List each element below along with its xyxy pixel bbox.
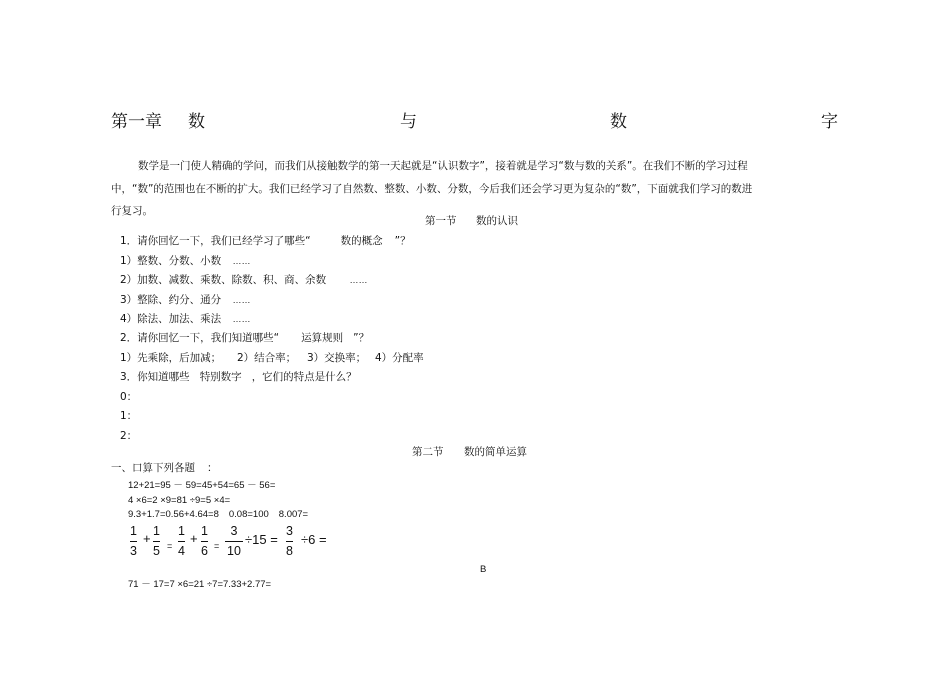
question-2-suffix: ”？ xyxy=(353,332,370,344)
plus-sign: + xyxy=(190,531,198,546)
fraction-4-numerator: 1 xyxy=(201,524,208,538)
fraction-3 xyxy=(178,524,185,559)
part-1-heading xyxy=(111,462,218,475)
math-row-4: 71 － 17=7 ×6=21 ÷7=7.33+2.77= xyxy=(128,579,272,590)
section1-label: 第一节 xyxy=(425,215,457,227)
chapter-label: 第一章 xyxy=(111,112,162,132)
concept-item-dots: …… xyxy=(349,275,368,285)
fraction-1-numerator: 1 xyxy=(130,524,137,538)
plus-sign: + xyxy=(143,531,151,546)
part-marker: B xyxy=(480,564,487,575)
fraction-5-numerator: 3 xyxy=(230,524,238,538)
fraction-5 xyxy=(225,524,243,559)
section2-title: 数的简单运算 xyxy=(464,446,527,458)
fraction-1 xyxy=(130,524,137,559)
fraction-4-denominator: 6 xyxy=(201,544,208,558)
fraction-2-numerator: 1 xyxy=(153,524,160,538)
chapter-title-char-3: 数 xyxy=(610,112,627,132)
math-row-3-part-a: 9.3+1.7=0.56+4.64=8 xyxy=(128,509,219,520)
fraction-6-numerator: 3 xyxy=(286,524,293,538)
concept-item-text: 4）除法、加法、乘法 xyxy=(120,313,222,325)
math-row-3 xyxy=(128,509,308,521)
fraction-4 xyxy=(201,524,208,559)
chapter-title-char-4: 字 xyxy=(821,112,838,132)
question-2-prefix: 2．请你回忆一下，我们知道哪些“ xyxy=(120,332,280,344)
equals-sign: = xyxy=(214,541,220,551)
question-3-prefix: 3．你知道哪些 xyxy=(120,371,190,383)
math-row-3-part-b: 0.08=100 xyxy=(228,509,269,520)
fraction-bar xyxy=(201,541,208,542)
question-2-key: 运算规则 xyxy=(301,332,344,344)
rule-3: 3）交换率； xyxy=(307,352,367,364)
concept-item-text: 1）整数、分数、小数 xyxy=(120,255,222,267)
section2-label: 第二节 xyxy=(412,446,444,458)
rule-1: 1）先乘除，后加减； xyxy=(120,352,222,364)
concept-item xyxy=(120,255,251,268)
fraction-3-numerator: 1 xyxy=(178,524,185,538)
fraction-6 xyxy=(286,524,293,559)
answer-2: 2： xyxy=(120,430,138,442)
answer-1: 1： xyxy=(120,410,138,422)
divide-by-6: ÷6 = xyxy=(301,532,327,547)
question-2 xyxy=(120,332,369,345)
fraction-2 xyxy=(153,524,160,559)
concept-item xyxy=(120,313,251,326)
fraction-bar xyxy=(153,541,160,542)
question-3 xyxy=(120,371,357,384)
math-row-1: 12+21=95 － 59=45+54=65 － 56= xyxy=(128,480,276,491)
math-row-3-part-c: 8.007= xyxy=(278,509,309,520)
rule-4: 4）分配率 xyxy=(375,352,424,364)
concept-item-dots: …… xyxy=(232,295,251,305)
concept-item xyxy=(120,294,251,307)
question-1-key: 数的概念 xyxy=(340,235,383,247)
fraction-1-denominator: 3 xyxy=(130,544,137,558)
intro-paragraph: 数学是一门使人精确的学问，而我们从接触数学的第一天起就是“认识数字”，接着就是学习“数与数的关系”。在我们不断的学习过程中，“数”的范围也在不断的扩大。我们已经学习了自然数、整数、小数、分数，今后我们还会学习更为复杂的“数”，下面就我们学习的数进行复习。 xyxy=(111,160,753,217)
concept-item-text: 2）加数、减数、乘数、除数、积、商、余数 xyxy=(120,274,327,286)
part-1-colon: ： xyxy=(207,462,218,474)
fraction-2-denominator: 5 xyxy=(153,544,160,558)
concept-item xyxy=(120,274,368,287)
part-1-label: 一、口算下列各题 xyxy=(111,462,195,474)
question-1-suffix: ”？ xyxy=(394,235,411,247)
section1-title: 数的认识 xyxy=(476,215,518,227)
rule-2: 2）结合率； xyxy=(237,352,297,364)
concept-item-dots: …… xyxy=(232,256,251,266)
question-3-suffix: ，它们的特点是什么？ xyxy=(251,371,357,383)
equals-sign: = xyxy=(167,541,173,551)
math-row-2: 4 ×6=2 ×9=81 ÷9=5 ×4= xyxy=(128,495,231,506)
fraction-bar xyxy=(286,541,293,542)
fraction-bar xyxy=(178,541,185,542)
question-1-prefix: 1．请你回忆一下，我们已经学习了哪些“ xyxy=(120,235,311,247)
fraction-5-denominator: 10 xyxy=(227,544,241,558)
fraction-bar xyxy=(225,541,243,542)
answer-0: 0： xyxy=(120,391,138,403)
question-1 xyxy=(120,235,411,248)
fraction-bar xyxy=(130,541,137,542)
concept-item-dots: …… xyxy=(232,314,251,324)
chapter-title-char-2: 与 xyxy=(400,112,417,132)
fraction-3-denominator: 4 xyxy=(178,544,185,558)
fraction-6-denominator: 8 xyxy=(286,544,293,558)
chapter-title-char-1: 数 xyxy=(188,112,205,132)
question-3-key: 特别数字 xyxy=(199,371,242,383)
concept-item-text: 3）整除、约分、通分 xyxy=(120,294,222,306)
divide-by-15: ÷15 = xyxy=(245,532,278,547)
